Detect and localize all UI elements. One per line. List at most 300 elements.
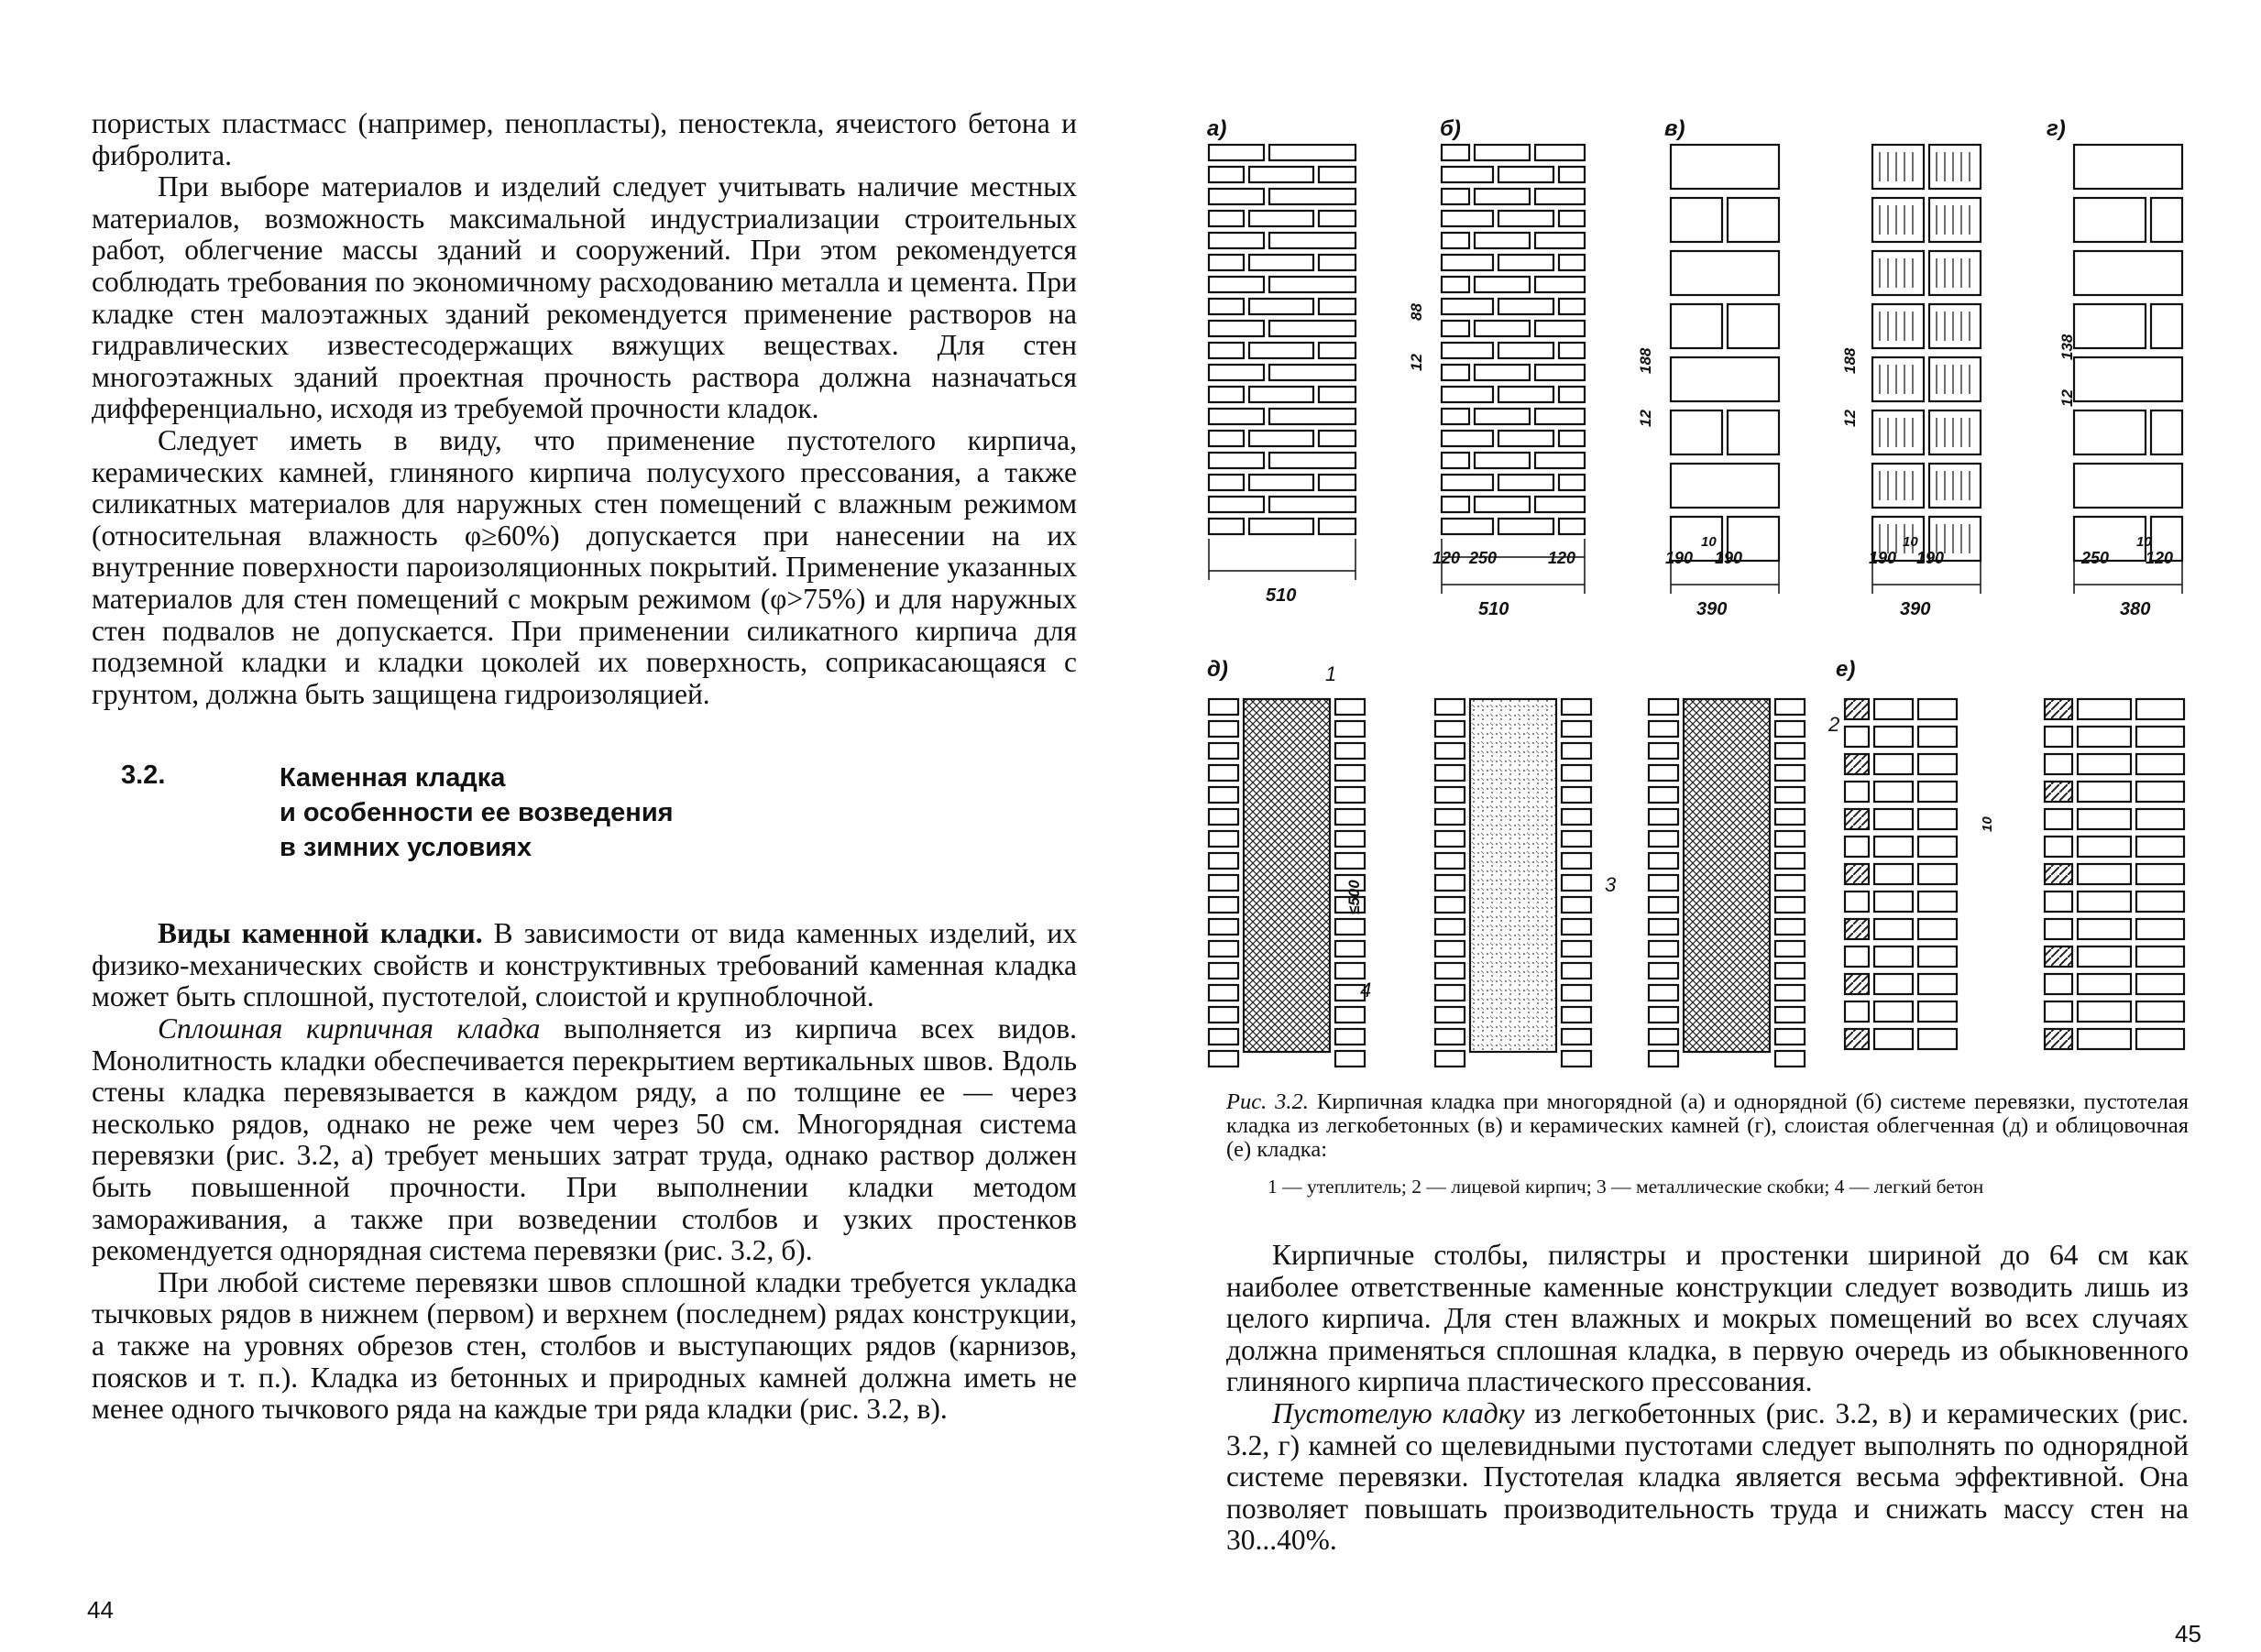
brick-e [1874,1029,1913,1049]
brick-e [1918,919,1957,939]
dim-b-v1: 88 [1408,303,1425,321]
brick-a [1269,453,1356,468]
brick-b [1498,167,1553,182]
facing-brick [2045,919,2072,939]
layered-wall-2 [1435,1007,1465,1023]
dim-e-small: 10 [1980,816,1995,832]
brick-b [1535,277,1585,292]
figure-legend: 1 — утеплитель; 2 — лицевой кирпич; 3 — металлические скобки; 4 — легкий бетон [1268,1176,1984,1198]
block-v [1671,304,1722,348]
brick-a [1209,145,1264,160]
layered-wall-2 [1562,941,1591,957]
layered-wall-2 [1562,1051,1591,1067]
brick-a [1249,255,1313,270]
section-title-line-2: и особенности ее возведения [280,798,674,828]
brick-e [1874,699,1913,719]
layered-wall-2 [1435,831,1465,847]
layered-wall-1 [1335,941,1365,957]
brick-a [1209,299,1244,314]
brick-e [2136,809,2184,829]
layered-wall-2 [1435,1029,1465,1045]
paragraph-2: При выборе материалов и изделий следует учитывать наличие местных материалов, возможность максимальной индустриализации строительных работ, облегчение массы зданий и сооружений. При этом рекомендуется соблюдать требования по экономичному расходованию металла и цемента. При кладке стен малоэтажных зданий рекомендуется применение растворов на гидравлических известесодержащих вяжущих веществах. Для стен многоэтажных зданий проектная прочность раствора должна назначаться дифференциально, исходя из требуемой прочности кладок. [92,170,1077,425]
dim-g-right: 190 [1916,549,1945,567]
layered-wall-3 [1775,699,1805,715]
brick-b [1442,497,1469,512]
brick-h [2151,304,2182,348]
layered-wall-1 [1335,721,1365,737]
brick-a [1319,475,1356,490]
brick-b [1559,255,1585,270]
block-v [1671,357,1779,401]
layered-wall-3 [1649,1007,1678,1023]
layered-wall-3 [1775,853,1805,869]
layered-wall-1 [1209,831,1238,847]
facing-brick [1845,809,1869,829]
brick-e [2136,699,2184,719]
brick-a [1319,431,1356,446]
brick-b [1442,431,1493,446]
page-number-left: 44 [87,1596,114,1624]
block-v [1671,251,1779,295]
block-v [1671,410,1722,454]
brick-a [1209,277,1264,292]
dim-h-width: 380 [2120,599,2151,619]
brick-b [1559,343,1585,358]
facing-brick [2045,864,2072,884]
dim-g-v1: 188 [1841,347,1859,374]
brick-e [1874,946,1913,967]
brick-e [2078,892,2131,912]
brick-a [1209,321,1264,336]
brick-b [1535,321,1585,336]
layered-wall-3 [1775,831,1805,847]
dim-b-width: 510 [1478,599,1509,619]
brick-e [1918,782,1957,802]
brick-b [1475,409,1530,424]
brick-b [1475,145,1530,160]
facing-brick [1845,1029,1869,1049]
brick-a [1319,211,1356,226]
brick-e [1918,1001,1957,1022]
brick-b [1498,343,1553,358]
dim-d-height: ≤500 [1345,880,1363,914]
layered-wall-1 [1209,875,1238,891]
layered-wall-1 [1209,743,1238,759]
layered-wall-1-insulation [1244,699,1330,1052]
brick-a [1319,299,1356,314]
brick-e [1874,1001,1913,1022]
brick-a [1269,145,1356,160]
brick-a [1319,387,1356,402]
layered-wall-2 [1562,853,1591,869]
facing-brick [2045,727,2072,747]
layered-wall-3 [1649,919,1678,935]
facing-brick [1845,699,1869,719]
layered-wall-2-insulation [1470,699,1556,1052]
brick-a [1249,519,1313,534]
layered-wall-2 [1435,897,1465,913]
caption-text: Кирпичная кладка при многорядной (а) и однорядной (б) системе перевязки, пустотелая кладка из легкобетонных (в) и керамических камней (г), слоистая облегченная (д) и облицовочная (е) кладка: [1226,1089,2189,1162]
dim-g-width: 390 [1900,599,1931,619]
page-number-right: 45 [2175,1620,2201,1647]
layered-wall-3 [1649,765,1678,781]
layered-wall-1 [1209,919,1238,935]
brick-e [2078,837,2131,857]
caption-label: Рис. 3.2. [1226,1089,1309,1114]
brick-e [2136,837,2184,857]
facing-brick [1845,864,1869,884]
layered-wall-3 [1775,787,1805,803]
brick-e [1874,754,1913,774]
layered-wall-2 [1562,831,1591,847]
facing-brick [1845,754,1869,774]
brick-e [1918,809,1957,829]
brick-a [1269,365,1356,380]
brick-b [1442,365,1469,380]
brick-b [1442,145,1469,160]
brick-b [1442,189,1469,204]
dim-h-right: 120 [2146,549,2174,567]
dim-v-v1: 188 [1637,347,1654,374]
layered-wall-3 [1775,963,1805,979]
brick-e [1918,864,1957,884]
dim-g-left: 190 [1869,549,1897,567]
layered-wall-1 [1209,963,1238,979]
paragraph-1: пористых пластмасс (например, пенопласты), пеностекла, ячеистого бетона и фибролита. [92,107,1077,171]
layered-wall-2 [1562,875,1591,891]
brick-e [1918,946,1957,967]
brick-e [2136,946,2184,967]
brick-b [1442,255,1493,270]
dim-v-v2: 12 [1637,410,1654,427]
right-paragraph-2-text: из легкобетонных (рис. 3.2, в) и керамических (рис. 3.2, г) камней со щелевидными пустотами следует выполнять по однорядной системе перевязки. Пустотелая кладка является весьма эффективной. Она позволяет повышать производительность труда и снижать массу стен на 30...40%. [1226,1396,2189,1557]
brick-a [1249,299,1313,314]
brick-e [2136,782,2184,802]
brick-a [1319,167,1356,182]
brick-a [1319,519,1356,534]
right-paragraph-2 [1226,1398,2189,1557]
brick-b [1559,519,1585,534]
brick-a [1209,365,1264,380]
brick-b [1559,299,1585,314]
layered-wall-2 [1435,787,1465,803]
brick-e [2136,727,2184,747]
brick-e [2136,974,2184,994]
layered-wall-2 [1562,765,1591,781]
brick-e [2136,919,2184,939]
brick-e [2078,754,2131,774]
brick-h [2074,198,2146,242]
block-v [1671,145,1779,189]
panel-label-d: д) [1207,657,1228,682]
facing-brick [2045,1029,2072,1049]
facing-brick [2045,809,2072,829]
brick-b [1475,189,1530,204]
panel-label-g: г) [2047,116,2066,141]
layered-wall-1 [1335,963,1365,979]
brick-e [1918,1029,1957,1049]
layered-wall-3 [1649,897,1678,913]
dim-b-v2: 12 [1408,354,1425,371]
brick-e [2078,1001,2131,1022]
brick-e [1918,974,1957,994]
brick-b [1475,365,1530,380]
section-heading [92,760,1077,870]
layered-wall-1 [1209,721,1238,737]
brick-b [1475,321,1530,336]
right-page [1130,0,2261,1652]
facing-brick [2045,699,2072,719]
layered-wall-3 [1775,985,1805,1001]
block-v [1728,198,1779,242]
left-text-column [92,108,1077,1426]
dim-g-v2: 12 [1841,410,1859,427]
layered-wall-3 [1775,1029,1805,1045]
layered-wall-2 [1435,919,1465,935]
brick-b [1535,365,1585,380]
dim-v-width: 390 [1696,599,1728,619]
section-title-line-1: Каменная кладка [280,763,506,793]
layered-wall-1 [1209,1029,1238,1045]
dim-h-v2: 12 [2058,389,2076,407]
paragraph-5 [92,1013,1077,1267]
brick-a [1209,167,1244,182]
paragraph-4 [92,918,1077,1013]
brick-b [1442,321,1469,336]
brick-b [1498,431,1553,446]
brick-e [2078,919,2131,939]
brick-e [2078,782,2131,802]
panel-label-v: в) [1664,116,1685,141]
brick-a [1249,211,1313,226]
facing-brick [1845,837,1869,857]
layered-wall-1 [1335,919,1365,935]
brick-a [1269,189,1356,204]
brick-a [1249,475,1313,490]
brick-a [1249,431,1313,446]
layered-wall-2 [1562,787,1591,803]
brick-b [1535,453,1585,468]
layered-wall-1 [1209,765,1238,781]
brick-e [1874,864,1913,884]
facing-brick [2045,1001,2072,1022]
brick-b [1498,255,1553,270]
brick-b [1442,233,1469,248]
layered-wall-2 [1435,743,1465,759]
brick-a [1209,453,1264,468]
block-v [1728,304,1779,348]
layered-wall-1 [1209,1007,1238,1023]
brick-e [1918,727,1957,747]
brick-a [1209,497,1264,512]
layered-wall-2 [1435,1051,1465,1067]
dim-a-width: 510 [1266,585,1297,606]
layered-wall-1 [1335,809,1365,825]
panel-label-b: б) [1440,116,1461,141]
brick-h [2074,251,2182,295]
block-v [1671,464,1779,508]
brick-a [1319,255,1356,270]
layered-wall-1 [1209,985,1238,1001]
layered-wall-3 [1649,941,1678,957]
brick-b [1442,343,1493,358]
brick-b [1535,189,1585,204]
italic-term-solid: Сплошная кирпичная кладка [158,1012,541,1045]
facing-brick [2045,892,2072,912]
facing-brick [2045,782,2072,802]
brick-b [1442,299,1493,314]
paragraph-3: Следует иметь в виду, что применение пустотелого кирпича, керамических камней, глиняного кирпича полусухого прессования, а также силикатных материалов для наружных стен помещений с влажным режимом (относительная влажность φ≥60%) допускается при нанесении на их внутренние поверхности пароизоляционных покрытий. Применение указанных материалов для стен помещений с мокрым режимом (φ>75%) и для наружных стен подвалов не допускается. При применении силикатного кирпича для подземной кладки и кладки цоколей их поверхность, соприкасающаяся с грунтом, должна быть защищена гидроизоляцией. [92,423,1077,710]
dim-b-left: 120 [1432,549,1461,567]
brick-b [1559,211,1585,226]
layered-wall-2 [1562,1029,1591,1045]
brick-e [1874,837,1913,857]
brick-h [2074,357,2182,401]
brick-b [1475,453,1530,468]
brick-b [1498,387,1553,402]
layered-wall-3 [1775,875,1805,891]
layered-wall-3 [1775,765,1805,781]
layered-wall-3 [1775,897,1805,913]
layered-wall-1 [1209,699,1238,715]
brick-e [1918,837,1957,857]
section-title [280,760,674,865]
layered-wall-2 [1435,941,1465,957]
brick-a [1319,343,1356,358]
callout-2: 2 [1828,713,1840,736]
brick-e [2136,864,2184,884]
layered-wall-1 [1209,809,1238,825]
brick-e [2136,1001,2184,1022]
brick-a [1269,497,1356,512]
facing-brick [1845,919,1869,939]
italic-term-hollow: Пустотелую кладку [1272,1396,1525,1429]
brick-a [1269,409,1356,424]
dim-h-v1: 138 [2058,334,2076,360]
brick-b [1442,519,1493,534]
dim-v-right: 190 [1715,549,1743,567]
runin-heading: Виды каменной кладки. [158,917,483,950]
brick-b [1559,431,1585,446]
brick-e [2136,892,2184,912]
layered-wall-3 [1775,1007,1805,1023]
brick-e [1874,974,1913,994]
brick-h [2074,464,2182,508]
brick-a [1209,519,1244,534]
layered-wall-3 [1649,1051,1678,1067]
layered-wall-3 [1649,743,1678,759]
facing-brick [1845,974,1869,994]
layered-wall-2 [1435,765,1465,781]
brick-b [1535,409,1585,424]
layered-wall-3 [1649,853,1678,869]
dim-h-small: 10 [2136,534,2152,550]
layered-wall-2 [1562,1007,1591,1023]
brick-b [1559,387,1585,402]
brick-a [1269,321,1356,336]
brick-a [1209,211,1244,226]
brick-h [2151,198,2182,242]
facing-brick [1845,1001,1869,1022]
brick-h [2074,304,2146,348]
facing-brick [1845,946,1869,967]
layered-wall-1 [1209,853,1238,869]
brick-a [1269,277,1356,292]
brick-e [2078,809,2131,829]
brick-b [1475,233,1530,248]
facing-brick [1845,727,1869,747]
callout-3: 3 [1605,873,1617,896]
callout-1: 1 [1325,662,1337,685]
brick-b [1442,409,1469,424]
layered-wall-2 [1435,985,1465,1001]
brick-a [1209,409,1264,424]
block-v [1728,410,1779,454]
layered-wall-2 [1435,699,1465,715]
left-page [0,0,1130,1652]
layered-wall-1 [1209,787,1238,803]
brick-e [1874,892,1913,912]
block-v [1671,198,1722,242]
layered-wall-1 [1335,1051,1365,1067]
brick-e [2078,1029,2131,1049]
layered-wall-3 [1649,809,1678,825]
layered-wall-2 [1435,809,1465,825]
layered-wall-1 [1335,853,1365,869]
brick-e [1918,754,1957,774]
brick-b [1442,475,1493,490]
panel-label-a: а) [1207,116,1227,141]
brick-e [2078,974,2131,994]
brick-a [1209,189,1264,204]
layered-wall-3 [1649,875,1678,891]
layered-wall-3 [1775,809,1805,825]
brick-h [2074,410,2146,454]
brick-e [2136,1029,2184,1049]
layered-wall-1 [1335,699,1365,715]
brick-e [2078,727,2131,747]
layered-wall-2 [1562,699,1591,715]
brick-b [1442,277,1469,292]
layered-wall-1 [1335,787,1365,803]
brick-b [1475,277,1530,292]
layered-wall-2 [1562,721,1591,737]
brick-e [1918,892,1957,912]
brick-b [1442,211,1493,226]
paragraph-4-text: В зависимости от вида каменных изделий, их физико-механических свойств и конструктивных требований каменная кладка может быть сплошной, пустотелой, слоистой и крупноблочной. [92,917,1077,1013]
layered-wall-3 [1775,1051,1805,1067]
layered-wall-1 [1335,1007,1365,1023]
brick-a [1209,387,1244,402]
brick-a [1209,343,1244,358]
section-number: 3.2. [121,760,166,791]
dim-g-small: 10 [1903,534,1918,550]
facing-brick [2045,837,2072,857]
brick-a [1249,167,1313,182]
brick-b [1498,299,1553,314]
brick-b [1442,387,1493,402]
brick-e [1874,782,1913,802]
facing-brick [1845,892,1869,912]
layered-wall-2 [1562,963,1591,979]
brick-a [1209,233,1264,248]
layered-wall-3-insulation [1684,699,1770,1052]
figure-3-2 [1202,108,2191,1075]
right-text-column [1226,1240,2189,1557]
facing-brick [2045,754,2072,774]
facing-brick [1845,782,1869,802]
brick-e [1918,699,1957,719]
